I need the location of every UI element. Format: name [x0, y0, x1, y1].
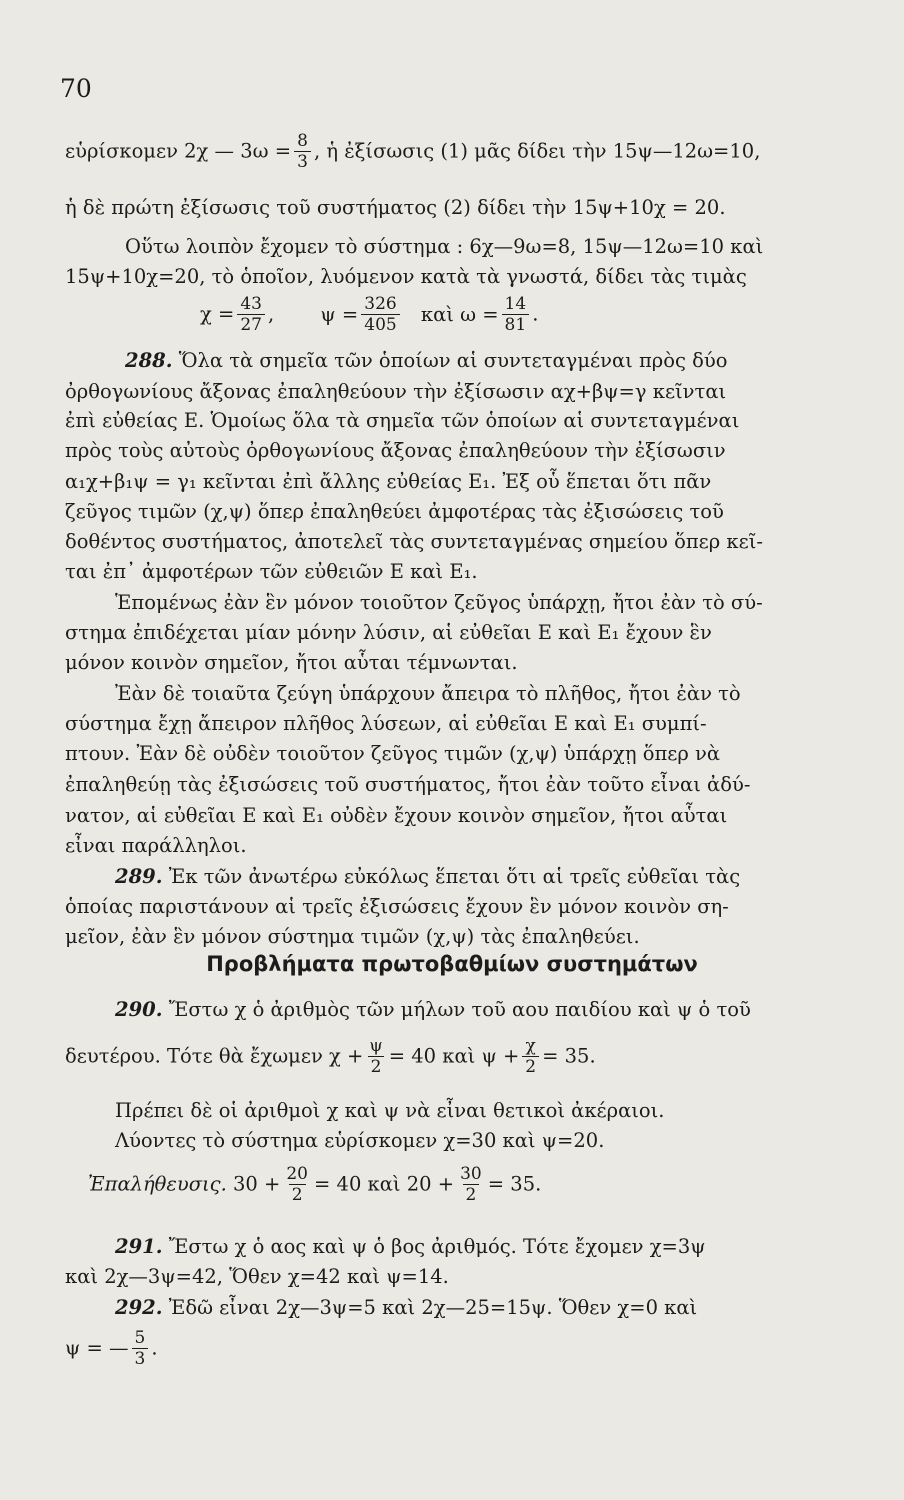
text-line: στημα ἐπιδέχεται μίαν μόνην λύσιν, αἱ εὐθεῖαι Ε καὶ Ε₁ ἔχουν ἓν — [65, 621, 712, 644]
denominator: 2 — [289, 1184, 306, 1204]
equation-text: . — [151, 1336, 158, 1360]
text-line: εἶναι παράλληλοι. — [65, 834, 247, 857]
equation-text: δευτέρου. Τότε θὰ ἔχωμεν χ + — [65, 1044, 364, 1068]
text-line: μόνον κοινὸν σημεῖον, ἤτοι αὗται τέμνωνται. — [65, 651, 518, 674]
equation-text: 30 + — [233, 1172, 281, 1196]
equation-text: χ = — [200, 302, 235, 326]
text-line: ἐπαληθεύῃ τὰς ἐξισώσεις τοῦ συστήματος, ἤτοι ἐὰν τοῦτο εἶναι ἀδύ- — [65, 773, 751, 796]
text-line: Πρέπει δὲ οἱ ἀριθμοὶ χ καὶ ψ νὰ εἶναι θετικοὶ ἀκέραιοι. — [115, 1099, 665, 1122]
text-line — [65, 133, 760, 171]
equation-line — [65, 1330, 158, 1368]
text-line: 15ψ+10χ=20, τὸ ὁποῖον, λυόμενον κατὰ τὰ γνωστά, δίδει τὰς τιμὰς — [65, 265, 747, 288]
section-heading: Προβλήματα πρωτοβαθμίων συστημάτων — [206, 952, 698, 976]
numerator: 5 — [134, 1328, 146, 1348]
numerator: 8 — [297, 131, 308, 151]
numerator: ψ — [369, 1036, 383, 1056]
fraction — [457, 1166, 485, 1204]
solution-values: χ = $\frac{43}{27}$ , ψ = $\frac{326}{405}$ καὶ ω = $\frac{14}{81}$ . — [200, 294, 539, 335]
paragraph-291-start — [115, 1237, 706, 1257]
equation-line — [65, 1038, 596, 1076]
numerator: χ — [525, 1036, 536, 1056]
equation-text: , ἡ ἐξίσωσις (1) μᾶς δίδει τὴν 15ψ—12ω=10, — [313, 139, 761, 163]
text: Ὅλα τὰ σημεῖα τῶν ὁποίων αἱ συντεταγμέναι πρὸς δύο — [178, 349, 728, 372]
text-line: σύστημα ἔχῃ ἄπειρον πλῆθος λύσεων, αἱ εὐθεῖαι Ε καὶ Ε₁ συμπί- — [65, 712, 707, 735]
text-line: ὁποίας παριστάνουν αἱ τρεῖς ἐξισώσεις ἔχουν ἓν μόνον κοινὸν ση- — [65, 895, 729, 918]
fraction — [237, 296, 265, 334]
text-line: Ἑπομένως ἐὰν ἓν μόνον τοιοῦτον ζεῦγος ὑπάρχῃ, ἤτοι ἐὰν τὸ σύ- — [115, 591, 763, 614]
equation-text: ψ = — [320, 302, 359, 326]
denominator: 3 — [132, 1348, 149, 1368]
text-line: Οὕτω λοιπὸν ἔχομεν τὸ σύστημα : 6χ—9ω=8, 15ψ—12ω=10 καὶ — [125, 235, 764, 258]
text-line: πρὸς τοὺς αὐτοὺς ὀρθογωνίους ἄξονας ἐπαληθεύουν τὴν ἐξίσωσιν — [65, 439, 726, 462]
equation-text: καὶ ω = — [420, 302, 499, 326]
page-number: 70 — [60, 74, 92, 103]
paragraph-290-start — [115, 1000, 751, 1020]
numerator: 43 — [240, 294, 262, 314]
paragraph-number: 288. — [125, 349, 173, 372]
paragraph-292-start — [115, 1298, 697, 1318]
text-line: πτουν. Ἐὰν δὲ οὐδὲν τοιοῦτον ζεῦγος τιμῶν (χ,ψ) ὑπάρχῃ ὅπερ νὰ — [65, 742, 721, 765]
equation-text: ψ = — — [65, 1336, 129, 1360]
equation-text: = 40 καὶ 20 + — [314, 1172, 455, 1196]
fraction — [294, 133, 311, 171]
denominator: 3 — [294, 151, 311, 171]
equation-text: = 35. — [542, 1044, 596, 1068]
numerator: 326 — [364, 294, 397, 314]
text: Ἐδῶ εἶναι 2χ—3ψ=5 καὶ 2χ—25=15ψ. Ὅθεν χ=0 καὶ — [168, 1296, 698, 1319]
text: Ἔστω χ ὁ ἀριθμὸς τῶν μήλων τοῦ αου παιδίου καὶ ψ ὁ τοῦ — [168, 998, 751, 1021]
text-line: ζεῦγος τιμῶν (χ,ψ) ὅπερ ἐπαληθεύει ἀμφοτέρας τὰς ἐξισώσεις τοῦ — [65, 500, 724, 523]
text-line: Ἐὰν δὲ τοιαῦτα ζεύγη ὑπάρχουν ἄπειρα τὸ πλῆθος, ἤτοι ἐὰν τὸ — [115, 682, 741, 705]
numerator: 20 — [286, 1164, 308, 1184]
denominator: 2 — [463, 1184, 480, 1204]
paragraph-number: 292. — [115, 1296, 163, 1319]
text-line: ἡ δὲ πρώτη ἐξίσωσις τοῦ συστήματος (2) δίδει τὴν 15ψ+10χ = 20. — [65, 196, 726, 219]
denominator: 27 — [237, 314, 265, 334]
text-line: ὀρθογωνίους ἄξονας ἐπαληθεύουν τὴν ἐξίσωσιν αχ+βψ=γ κεῖνται — [65, 380, 727, 403]
verification-label: Ἐπαλήθευσις. — [88, 1172, 227, 1196]
paragraph-289-start — [115, 867, 740, 887]
text-line: δοθέντος συστήματος, ἀποτελεῖ τὰς συντεταγμένας σημείου ὅπερ κεῖ- — [65, 530, 763, 553]
denominator: 405 — [361, 314, 399, 334]
denominator: 2 — [368, 1056, 385, 1076]
fraction — [283, 1166, 311, 1204]
text: Ἐκ τῶν ἀνωτέρω εὐκόλως ἕπεται ὅτι αἱ τρεῖς εὐθεῖαι τὰς — [168, 865, 741, 888]
numerator: 30 — [460, 1164, 482, 1184]
text-line: καὶ 2χ—3ψ=42, Ὅθεν χ=42 καὶ ψ=14. — [65, 1265, 449, 1288]
fraction — [502, 296, 530, 334]
fraction — [132, 1330, 149, 1368]
paragraph-number: 291. — [115, 1235, 163, 1258]
paragraph-number: 289. — [115, 865, 163, 888]
denominator: 81 — [502, 314, 530, 334]
fraction — [361, 296, 399, 334]
equation-text: = 35. — [487, 1172, 542, 1196]
paragraph-288-start — [125, 351, 727, 371]
text-line: νατον, αἱ εὐθεῖαι Ε καὶ Ε₁ οὐδὲν ἔχουν κοινὸν σημεῖον, ἤτοι αὗται — [65, 804, 728, 827]
text-line: Λύοντες τὸ σύστημα εὑρίσκομεν χ=30 καὶ ψ=20. — [115, 1129, 605, 1152]
verification-line — [88, 1166, 541, 1204]
text-line: ται ἐπ᾽ ἀμφοτέρων τῶν εὐθειῶν Ε καὶ Ε₁. — [65, 560, 478, 583]
fraction — [522, 1038, 539, 1076]
text-line: ἐπὶ εὐθείας Ε. Ὁμοίως ὅλα τὰ σημεῖα τῶν ὁποίων αἱ συντεταγμέναι — [65, 409, 740, 432]
text-line: μεῖον, ἐὰν ἓν μόνον σύστημα τιμῶν (χ,ψ) τὰς ἐπαληθεύει. — [65, 925, 640, 948]
text: Ἔστω χ ὁ αος καὶ ψ ὁ βος ἀριθμός. Τότε ἔχομεν χ=3ψ — [168, 1235, 706, 1258]
equation-text: εὑρίσκομεν 2χ — 3ω = — [65, 139, 292, 163]
text-line: α₁χ+β₁ψ = γ₁ κεῖνται ἐπὶ ἄλλης εὐθείας Ε₁. Ἐξ οὗ ἕπεται ὅτι πᾶν — [65, 470, 712, 493]
paragraph-number: 290. — [115, 998, 163, 1021]
numerator: 14 — [504, 294, 527, 314]
denominator: 2 — [522, 1056, 539, 1076]
equation-text: = 40 καὶ ψ + — [388, 1044, 520, 1068]
fraction — [366, 1038, 385, 1076]
